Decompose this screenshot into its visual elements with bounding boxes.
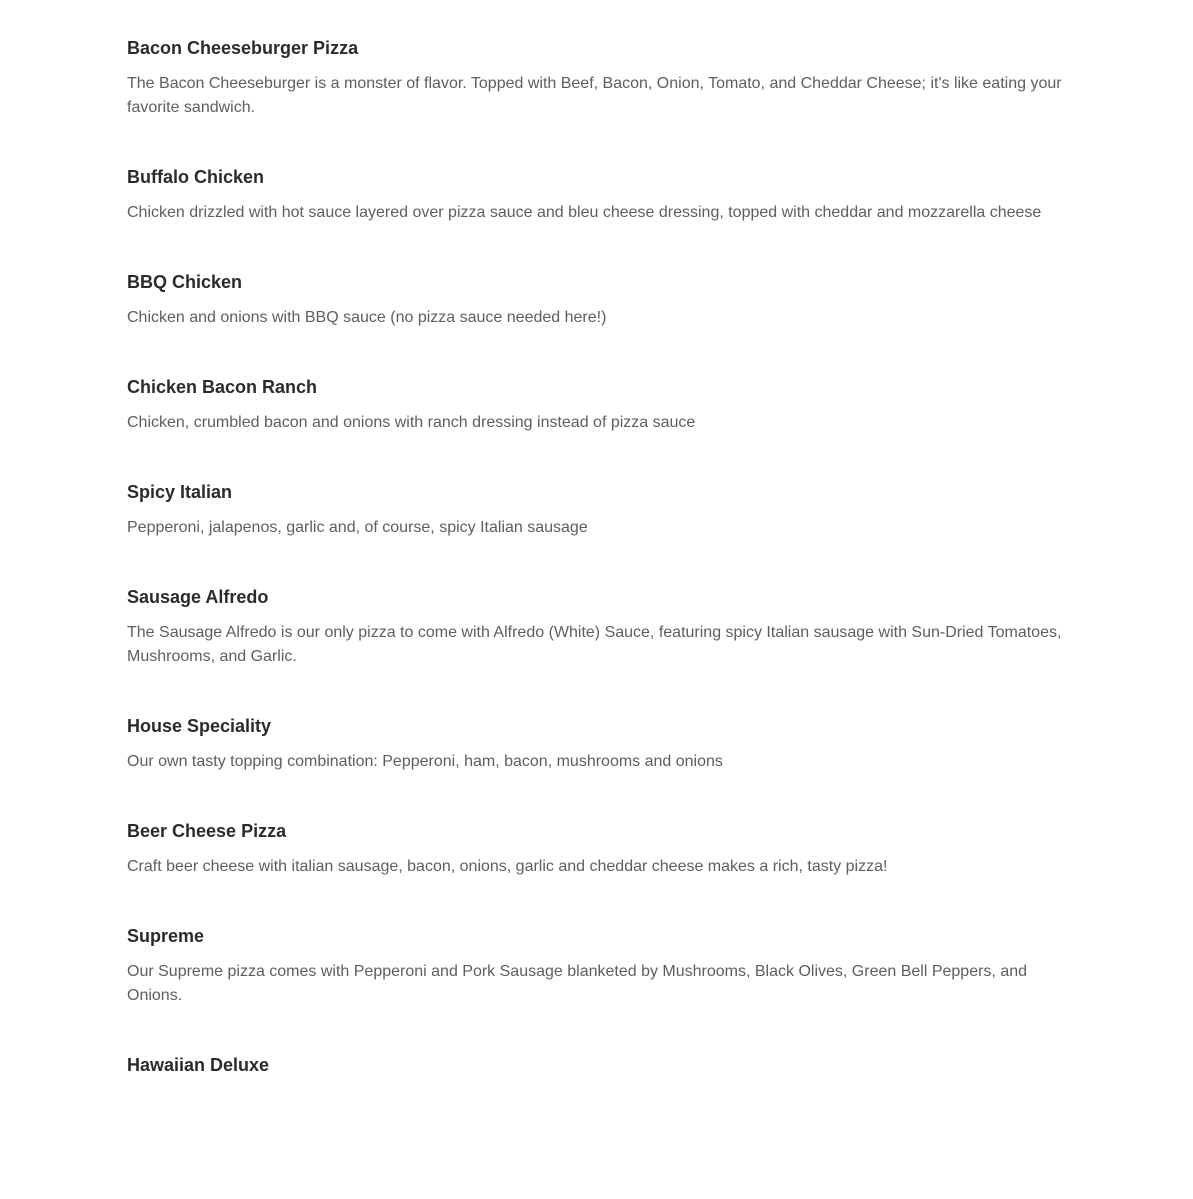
pizza-menu-list: [127, 36, 1067, 1122]
menu-item-name: Beer Cheese Pizza: [127, 821, 287, 841]
menu-item: [127, 375, 1067, 435]
menu-item-name: BBQ Chicken: [127, 272, 243, 292]
menu-item: [127, 165, 1067, 225]
menu-item-description: Craft beer cheese with italian sausage, bacon, onions, garlic and cheddar cheese makes a rich, tasty pizza!: [127, 858, 888, 875]
menu-item: [127, 819, 1067, 879]
menu-item-name: Supreme: [127, 926, 205, 946]
menu-item-name: Chicken Bacon Ranch: [127, 377, 318, 397]
menu-item: [127, 585, 1067, 669]
menu-item: [127, 1053, 1067, 1077]
menu-item-description: Chicken, crumbled bacon and onions with ranch dressing instead of pizza sauce: [127, 414, 696, 431]
menu-item-name: House Speciality: [127, 716, 272, 736]
menu-item-description: Pepperoni, jalapenos, garlic and, of course, spicy Italian sausage: [127, 519, 588, 536]
menu-item: [127, 36, 1067, 120]
menu-item-description: The Sausage Alfredo is our only pizza to come with Alfredo (White) Sauce, featuring spicy Italian sausage with Sun-Dried Tomatoes, Mushrooms, and Garlic.: [127, 624, 1062, 665]
menu-item-name: Buffalo Chicken: [127, 167, 265, 187]
menu-item-description: Chicken drizzled with hot sauce layered over pizza sauce and bleu cheese dressing, topped with cheddar and mozzarella cheese: [127, 204, 1042, 221]
menu-item: [127, 480, 1067, 540]
menu-item-description: Our own tasty topping combination: Pepperoni, ham, bacon, mushrooms and onions: [127, 753, 723, 770]
menu-item-name: Bacon Cheeseburger Pizza: [127, 38, 359, 58]
menu-item-name: Spicy Italian: [127, 482, 233, 502]
menu-item-description: Chicken and onions with BBQ sauce (no pizza sauce needed here!): [127, 309, 607, 326]
menu-item-name: Hawaiian Deluxe: [127, 1055, 270, 1075]
menu-item-description: Our Supreme pizza comes with Pepperoni and Pork Sausage blanketed by Mushrooms, Black Olives, Green Bell Peppers, and Onions.: [127, 963, 1028, 1004]
menu-item: [127, 270, 1067, 330]
menu-item-description: The Bacon Cheeseburger is a monster of flavor. Topped with Beef, Bacon, Onion, Tomato, and Cheddar Cheese; it's like eating your favorite sandwich.: [127, 75, 1062, 116]
menu-item: [127, 924, 1067, 1008]
menu-item: [127, 714, 1067, 774]
menu-item-name: Sausage Alfredo: [127, 587, 269, 607]
